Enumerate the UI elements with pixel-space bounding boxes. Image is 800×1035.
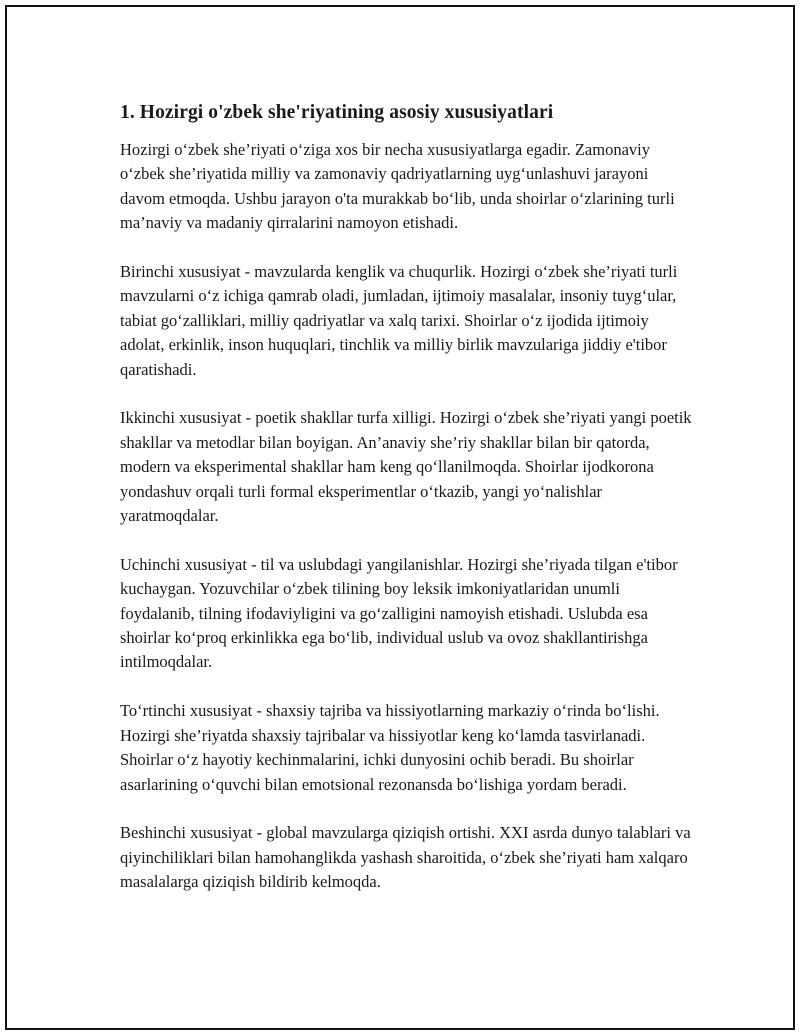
section-heading: 1. Hozirgi o'zbek she'riyatining asosiy xususiyatlari: [120, 102, 554, 123]
paragraph-third-feature: Uchinchi xususiyat - til va uslubdagi yangilanishlar. Hozirgi she’riyada tilgan e'tibor kuchaygan. Yozuvchilar o‘zbek tilining boy leksik imkoniyatlaridan unumli foydalanib, tilning ifodaviyligini va go‘zalligini namoyish etishadi. Uslubda esa shoirlar ko‘proq erkinlikka ega bo‘lib, individual uslub va ovoz shakllantirishga intilmoqdalar.: [120, 554, 678, 672]
paragraph-intro: Hozirgi o‘zbek she’riyati o‘ziga xos bir necha xususiyatlarga egadir. Zamonaviy o‘zbek she’riyatida milliy va zamonaviy qadriyatlarning uyg‘unlashuvi jarayoni davom etmoqda. Ushbu jarayon o'ta murakkab bo‘lib, unda shoirlar o‘zlarining turli ma’naviy va madaniy qirralarini namoyon etishadi.: [120, 140, 675, 233]
paragraph-second-feature: Ikkinchi xususiyat - poetik shakllar turfa xilligi. Hozirgi o‘zbek she’riyati yangi poetik shakllar va metodlar bilan boyigan. An’anaviy she’riy shakllar bilan bir qatorda, modern va eksperimental shakllar ham keng qo‘llanilmoqda. Shoirlar ijodkorona yondashuv orqali turli formal eksperimentlar o‘tkazib, yangi yo‘nalishlar yaratmoqdalar.: [120, 408, 692, 526]
document-body: [120, 99, 695, 919]
paragraph-fifth-feature: Beshinchi xususiyat - global mavzularga qiziqish ortishi. XXI asrda dunyo talablari va qiyinchiliklari bilan hamohanglikda yashash sharoitida, o‘zbek she’riyati ham xalqaro masalalarga qiziqish bildirib kelmoqda.: [120, 823, 691, 892]
paragraph-fourth-feature: To‘rtinchi xususiyat - shaxsiy tajriba va hissiyotlarning markaziy o‘rinda bo‘lishi. Hozirgi she’riyatda shaxsiy tajribalar va hissiyotlar keng ko‘lamda tasvirlanadi. Shoirlar o‘z hayotiy kechinmalarini, ichki dunyosini ochib beradi. Bu shoirlar asarlarining o‘quvchi bilan emotsional rezonansda bo‘lishiga yordam beradi.: [120, 701, 660, 794]
paragraph-first-feature: Birinchi xususiyat - mavzularda kenglik va chuqurlik. Hozirgi o‘zbek she’riyati turli mavzularni o‘z ichiga qamrab oladi, jumladan, ijtimoiy masalalar, insoniy tuyg‘ular, tabiat go‘zalliklari, milliy qadriyatlar va xalq tarixi. Shoirlar o‘z ijodida ijtimoiy adolat, erkinlik, inson huquqlari, tinchlik va milliy birlik mavzulariga jiddiy e'tibor qaratishadi.: [120, 262, 678, 379]
page-frame: [5, 5, 795, 1030]
